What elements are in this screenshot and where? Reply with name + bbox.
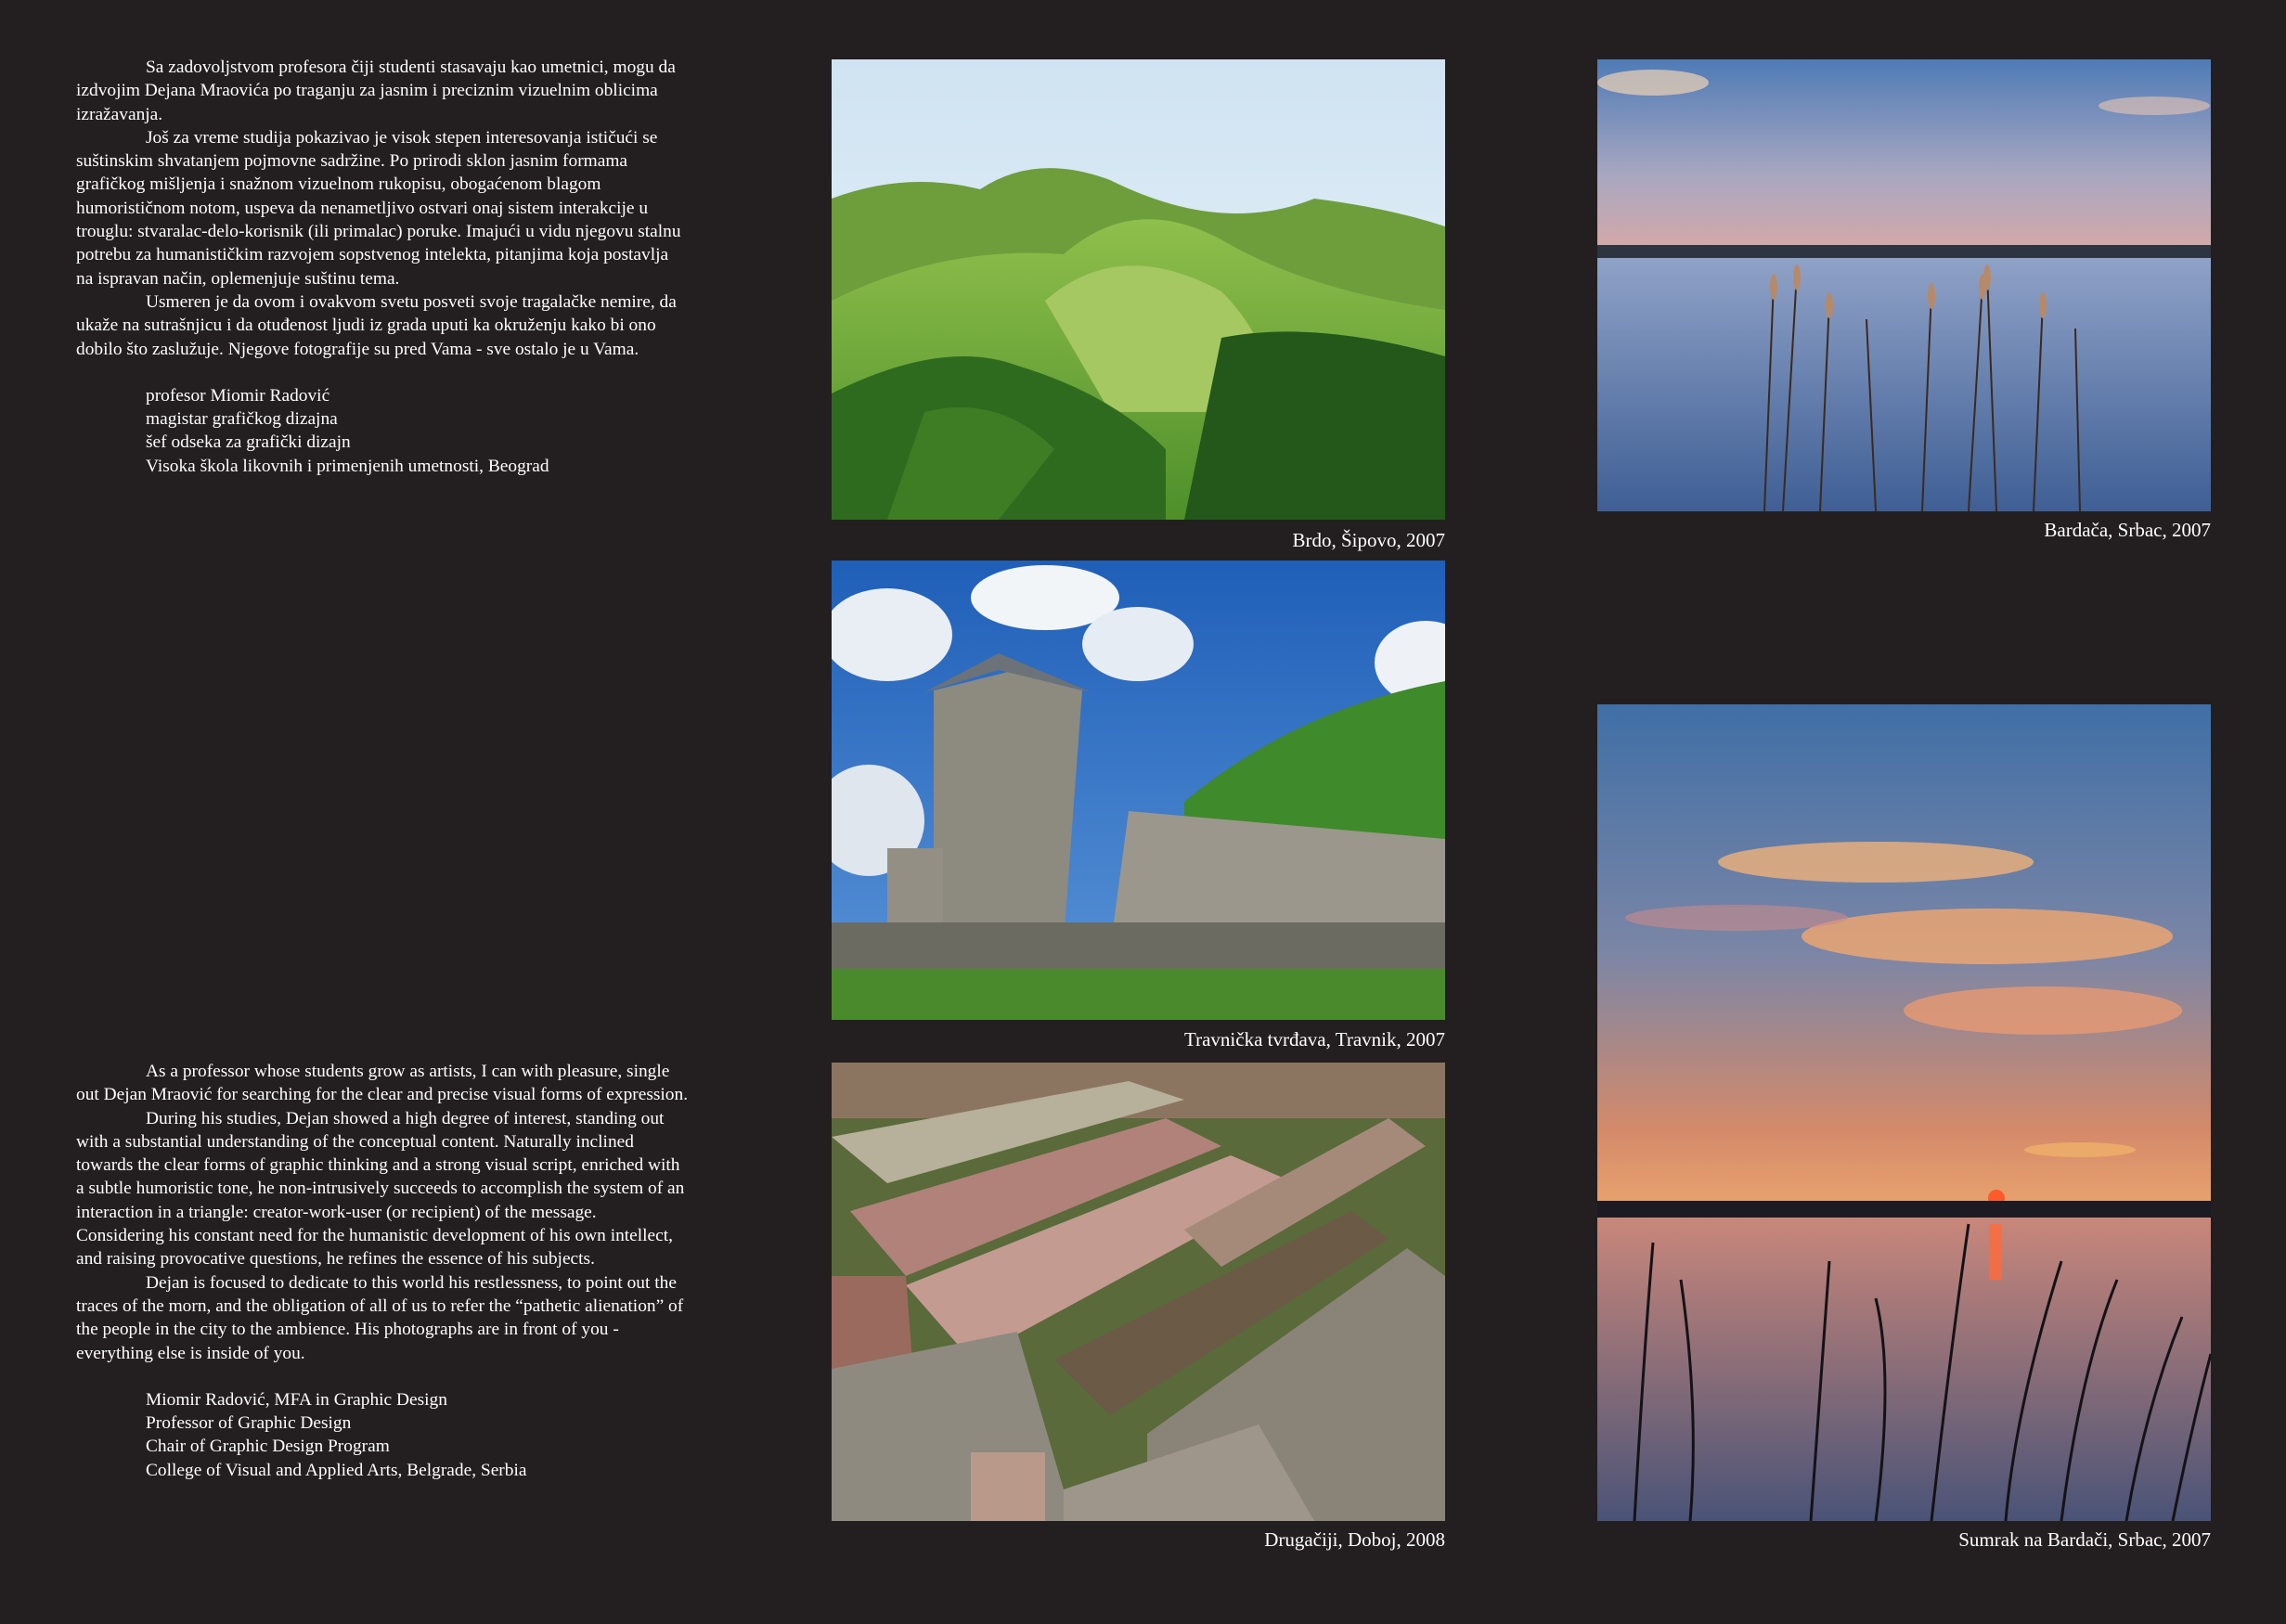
- signature-line: profesor Miomir Radović: [146, 385, 330, 406]
- caption-fortress: Travnička tvrđava, Travnik, 2007: [1184, 1028, 1445, 1050]
- caption-green-hills: Brdo, Šipovo, 2007: [1292, 529, 1445, 551]
- photo-train-wagons: [832, 1063, 1445, 1521]
- photo-green-hills: [832, 59, 1445, 520]
- signature-line: College of Visual and Applied Arts, Belgrade, Serbia: [146, 1460, 527, 1480]
- english-text: [76, 1060, 689, 1482]
- serbian-signature: [76, 384, 689, 478]
- photo-sunset-lake: [1597, 704, 2211, 1521]
- caption-lake-reeds: Bardača, Srbac, 2007: [2044, 519, 2211, 541]
- english-paragraph-3: Dejan is focused to dedicate to this world his restlessness, to point out the traces of the morn, and the obligation of all of us to refer the “pathetic alienation” of the people in the city to the ambience. His photographs are in front of you - everything else is inside of you.: [76, 1272, 684, 1363]
- caption-train-wagons: Drugačiji, Doboj, 2008: [1264, 1528, 1445, 1551]
- english-signature: [76, 1388, 689, 1482]
- serbian-text: [76, 56, 689, 478]
- signature-line: Miomir Radović, MFA in Graphic Design: [146, 1389, 447, 1410]
- serbian-paragraph-3: Usmeren je da ovom i ovakvom svetu posveti svoje tragalačke nemire, da ukaže na sutrašnjicu i da otuđenost ljudi iz grada uputi ka okruženju kako bi ono dobilo što zaslužuje. Njegove fotografije su pred Vama - sve ostalo je u Vama.: [76, 291, 677, 359]
- signature-line: Professor of Graphic Design: [146, 1413, 352, 1434]
- caption-sunset-lake: Sumrak na Bardači, Srbac, 2007: [1958, 1528, 2211, 1551]
- serbian-paragraph-1: Sa zadovoljstvom profesora čiji studenti stasavaju kao umetnici, mogu da izdvojim Dejana Mraovića po traganju za jasnim i preciznim vizuelnim oblicima izražavanja.: [76, 58, 676, 124]
- signature-line: magistar grafičkog dizajna: [146, 409, 338, 430]
- photo-fortress: [832, 561, 1445, 1020]
- signature-line: Visoka škola likovnih i primenjenih umetnosti, Beograd: [146, 456, 549, 476]
- signature-line: Chair of Graphic Design Program: [146, 1437, 390, 1457]
- english-paragraph-1: As a professor whose students grow as artists, I can with pleasure, single out Dejan Mraović for searching for the clear and precise visual forms of expression.: [76, 1062, 689, 1105]
- english-paragraph-2: During his studies, Dejan showed a high degree of interest, standing out with a substantial understanding of the conceptual content. Naturally inclined towards the clear forms of graphic thinking and a strong visual script, enriched with a subtle humoristic tone, he non-intrusively succeeds to accomplish the system of an interaction in a triangle: creator-work-user (or recipient) of the message. Considering his constant need for the humanistic development of his own intellect, and raising provocative questions, he refines the essence of his subjects.: [76, 1108, 685, 1270]
- photo-lake-reeds: [1597, 59, 2211, 511]
- signature-line: šef odseka za grafički dizajn: [146, 432, 351, 453]
- serbian-paragraph-2: Još za vreme studija pokazivao je visok stepen interesovanja ističući se suštinskim shvatanjem pojmovne sadržine. Po prirodi sklon jasnim formama grafičkog mišljenja i snažnom vizuelnom rukopisu, obogaćenom blagom humorističnom notom, uspeva da nenametljivo ostvari onaj sistem interakcije u trouglu: stvaralac-delo-korisnik (ili primalac) poruke. Imajući u vidu njegovu stalnu potrebu za humanističkim razvojem sopstvenog intelekta, pitanjima koja postavlja na ispravan način, oplemenjuje suštinu tema.: [76, 127, 681, 289]
